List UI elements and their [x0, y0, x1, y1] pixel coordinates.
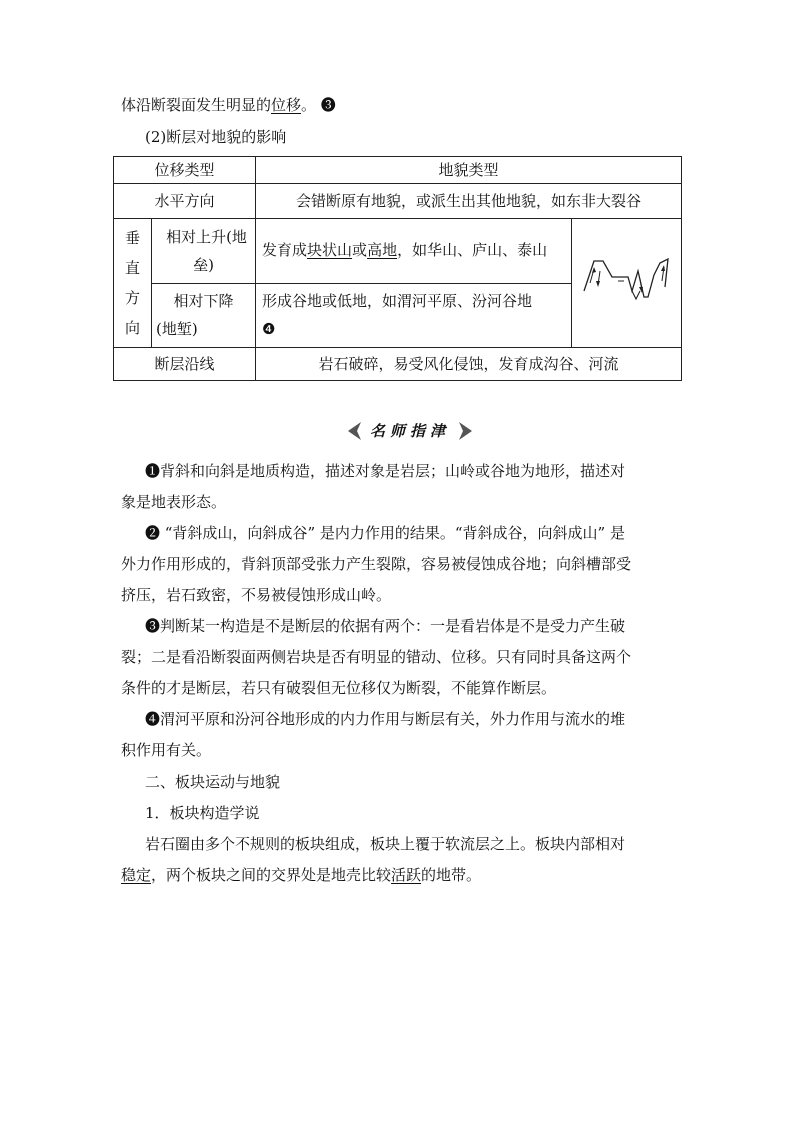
type-cell [152, 283, 256, 348]
underlined-term: 活跃 [391, 866, 422, 884]
underlined-term: 高地 [367, 241, 398, 260]
desc-cell: 会错断原有地貌，或派生出其他地貌，如东非大裂谷 [256, 184, 682, 219]
right-chevron-icon [457, 421, 475, 441]
fault-outline [584, 259, 668, 297]
arrow-head [596, 281, 600, 287]
graben-floor [632, 291, 640, 299]
arrow-head [592, 267, 596, 273]
note-line: 裂；二是看沿断裂面两侧岩块是否有明显的错动、位移。只有同时具备这两个 [121, 648, 632, 666]
subsection-heading: 1．板块构造学说 [145, 804, 260, 822]
type-text: 相对上升(地 [166, 227, 247, 246]
vertical-char: 直 [124, 259, 140, 277]
text: 的地带。 [421, 866, 482, 884]
fault-landform-table [113, 156, 682, 381]
table-row [114, 348, 682, 381]
vertical-char: 方 [124, 289, 140, 307]
note-line: ❸判断某一构造是不是断层的依据有两个：一是看岩体是不是受力产生破 [145, 617, 626, 635]
diagram-cell [572, 219, 682, 348]
sub-heading: (2)断层对地貌的影响 [145, 128, 287, 146]
desc-cell: 岩石破碎，易受风化侵蚀，发育成沟谷、河流 [256, 348, 682, 381]
text: 。 ❸ [301, 96, 336, 114]
table-row [114, 219, 682, 284]
note-line: 条件的才是断层，若只有破裂但无位移仅为断裂，不能算作断层。 [121, 679, 557, 697]
note-line: ❶背斜和向斜是地质构造，描述对象是岩层；山岭或谷地为地形，描述对 [145, 462, 626, 480]
type-text: 垒) [193, 255, 214, 274]
para-line [121, 865, 481, 885]
section-heading: 二、板块运动与地貌 [145, 773, 281, 791]
tips-banner [345, 418, 475, 444]
arrow-head [661, 265, 665, 271]
header-cell: 地貌类型 [256, 157, 682, 184]
horst-graben-diagram [572, 219, 682, 341]
desc-cell [256, 283, 572, 348]
text: ，两个板块之间的交界处是地壳比较 [151, 866, 392, 884]
note-line: 象是地表形态。 [121, 493, 227, 511]
vertical-char: 垂 [124, 229, 140, 247]
type-text: 相对下降 [173, 292, 234, 311]
para-line [121, 95, 336, 115]
text: 发育成 [262, 241, 308, 260]
vertical-char: 向 [124, 319, 140, 337]
type-cell: 断层沿线 [114, 348, 256, 381]
underlined-term: 块状山 [307, 241, 353, 260]
type-cell [152, 219, 256, 284]
left-chevron-icon [345, 421, 363, 441]
type-text: (地堑) [156, 320, 198, 339]
underlined-term: 位移 [271, 96, 302, 114]
note-line: ❹渭河平原和汾河谷地形成的内力作用与断层有关，外力作用与流水的堆 [145, 710, 626, 728]
text: 或 [352, 241, 368, 260]
para-line: 岩石圈由多个不规则的板块组成，板块上覆于软流层之上。板块内部相对 [145, 835, 626, 853]
text: 体沿断裂面发生明显的 [121, 96, 272, 114]
text: ，如华山、庐山、泰山 [397, 241, 548, 260]
table-row [114, 184, 682, 219]
note-line: 积作用有关。 [121, 741, 212, 759]
desc-cell [256, 219, 572, 284]
vertical-label-cell [114, 219, 152, 348]
note-line: ❷ “背斜成山，向斜成谷” 是内力作用的结果。“背斜成谷，向斜成山” 是 [145, 524, 625, 542]
marker-icon: ❹ [262, 320, 276, 339]
desc-text: 形成谷地或低地，如渭河平原、汾河谷地 [262, 292, 533, 311]
type-cell: 水平方向 [114, 184, 256, 219]
note-line: 外力作用形成的，背斜顶部受张力产生裂隙，容易被侵蚀成谷地；向斜槽部受 [121, 555, 632, 573]
banner-title: 名师指津 [369, 422, 450, 440]
table-header-row [114, 157, 682, 184]
note-line: 挤压，岩石致密，不易被侵蚀形成山岭。 [121, 586, 392, 604]
underlined-term: 稳定 [121, 866, 152, 884]
header-cell: 位移类型 [114, 157, 256, 184]
